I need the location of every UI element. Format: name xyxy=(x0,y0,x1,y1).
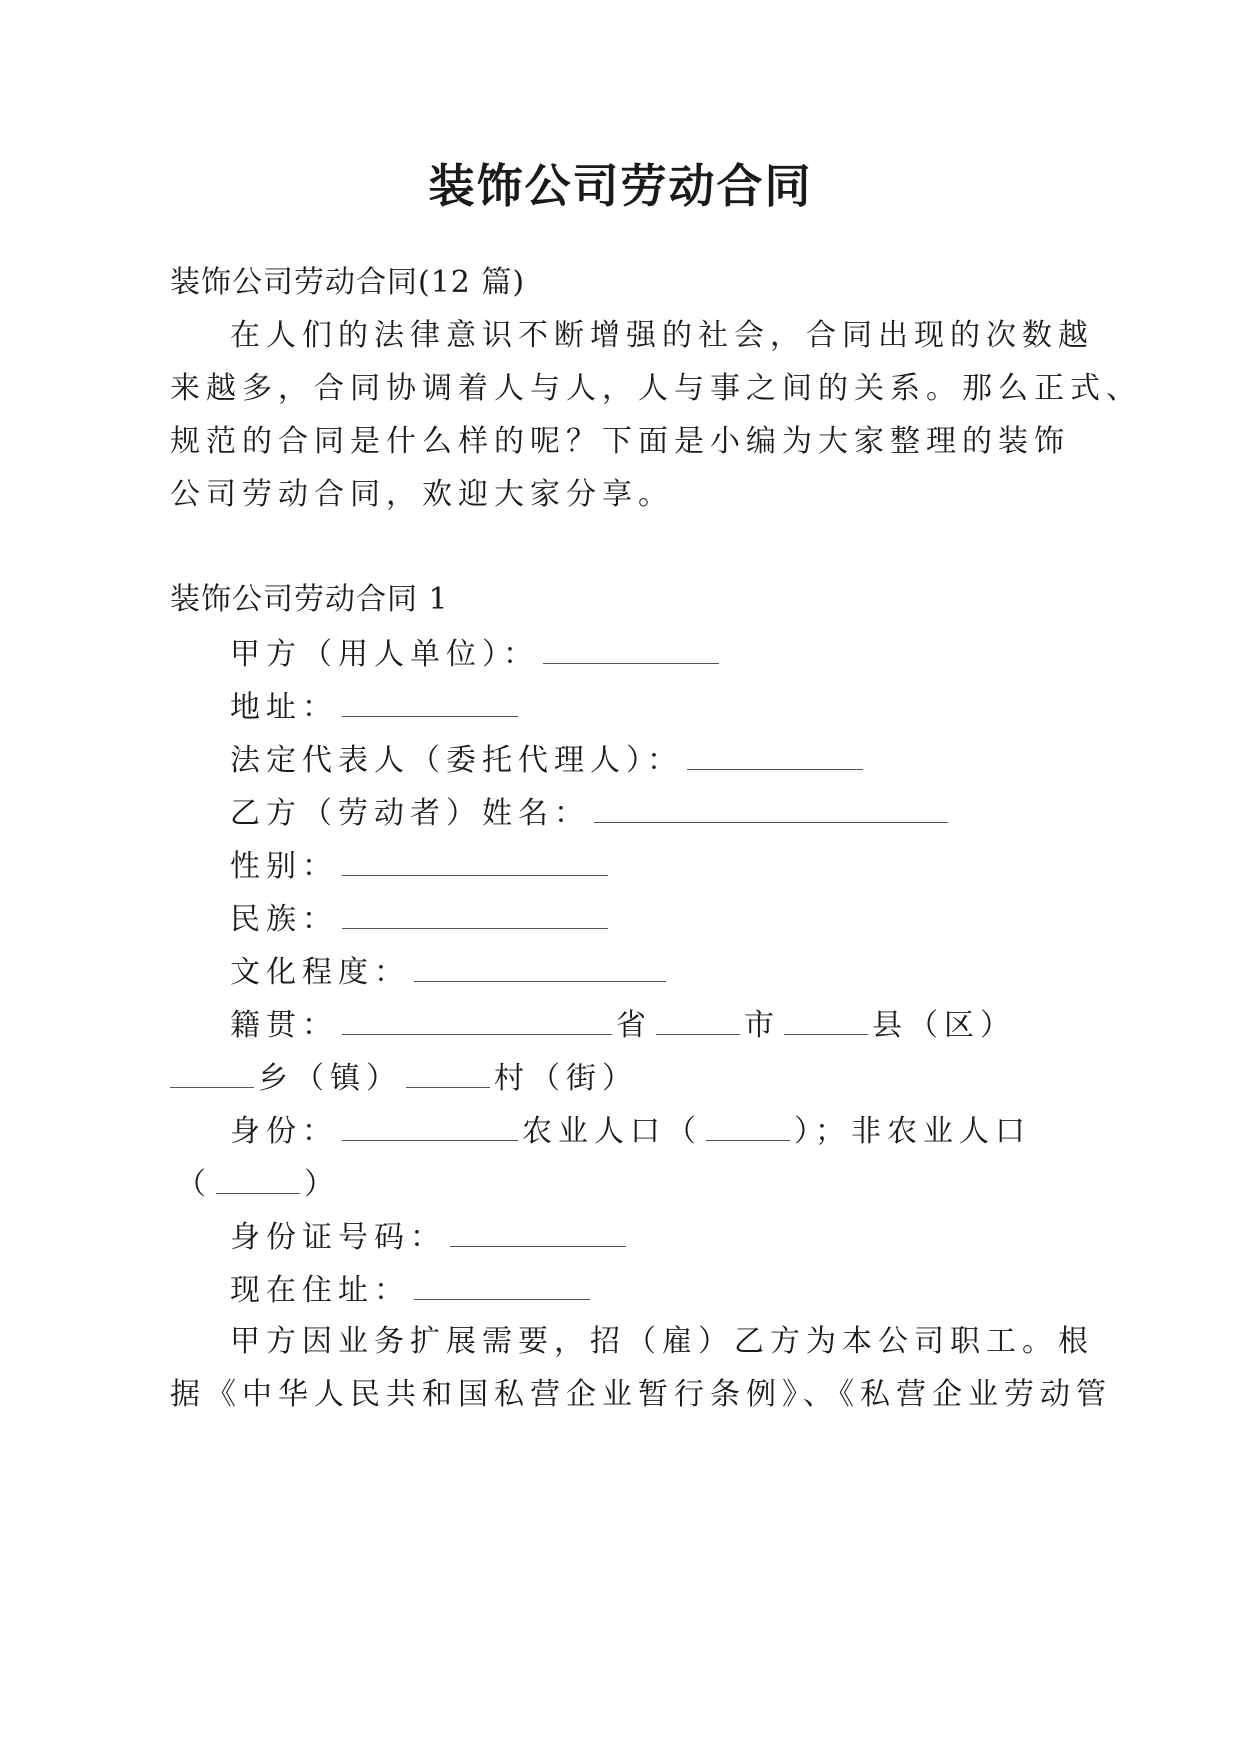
intro-line-3: 规范的合同是什么样的呢？下面是小编为大家整理的装饰 xyxy=(170,424,1070,459)
field-party-a-label: 甲方（用人单位）： xyxy=(230,637,539,672)
field-education-label: 文化程度： xyxy=(230,955,410,990)
party-b-blank[interactable] xyxy=(594,792,948,823)
field-address-label: 地址： xyxy=(230,690,338,725)
field-ethnicity xyxy=(230,898,612,940)
field-party-a xyxy=(230,633,723,675)
section-title: 装饰公司劳动合同 1 xyxy=(170,582,449,617)
identity-open-paren: （ xyxy=(176,1167,212,1202)
field-origin-label: 籍贯： xyxy=(230,1008,338,1043)
nonagri-blank[interactable] xyxy=(216,1163,300,1194)
agri-blank[interactable] xyxy=(706,1110,790,1141)
party-a-blank[interactable] xyxy=(543,633,719,664)
origin-village-label: 村（街） xyxy=(494,1061,638,1096)
document-subtitle: 装饰公司劳动合同(12 篇) xyxy=(170,265,526,300)
field-identity-cont xyxy=(176,1163,340,1205)
intro-line-2: 来越多，合同协调着人与人，人与事之间的关系。那么正式、 xyxy=(170,371,1142,406)
field-ethnicity-label: 民族： xyxy=(230,902,338,937)
identity-blank[interactable] xyxy=(342,1110,518,1141)
town-blank[interactable] xyxy=(170,1057,254,1088)
intro-line-4: 公司劳动合同，欢迎大家分享。 xyxy=(170,477,674,512)
field-party-b xyxy=(230,792,952,834)
gender-blank[interactable] xyxy=(342,845,608,876)
field-education xyxy=(230,951,670,993)
ethnicity-blank[interactable] xyxy=(342,898,608,929)
origin-province-label: 省 xyxy=(616,1008,652,1043)
current-address-blank[interactable] xyxy=(414,1269,590,1300)
field-address xyxy=(230,686,522,728)
document-title: 装饰公司劳动合同 xyxy=(428,159,813,213)
field-legal-rep xyxy=(230,739,867,781)
field-id-number-label: 身份证号码： xyxy=(230,1220,446,1255)
origin-county-label: 县（区） xyxy=(872,1008,1016,1043)
id-number-blank[interactable] xyxy=(450,1216,626,1247)
city-blank[interactable] xyxy=(784,1004,868,1035)
origin-town-label: 乡（镇） xyxy=(258,1061,402,1096)
field-origin-cont xyxy=(170,1057,638,1099)
field-current-address-label: 现在住址： xyxy=(230,1273,410,1308)
origin-city-label: 市 xyxy=(744,1008,780,1043)
intro-line-1: 在人们的法律意识不断增强的社会，合同出现的次数越 xyxy=(230,318,1094,353)
address-blank[interactable] xyxy=(342,686,518,717)
province-blank[interactable] xyxy=(656,1004,740,1035)
legal-rep-blank[interactable] xyxy=(687,739,863,770)
body-line-1: 甲方因业务扩展需要，招（雇）乙方为本公司职工。根 xyxy=(230,1324,1094,1359)
origin-blank[interactable] xyxy=(342,1004,612,1035)
field-identity xyxy=(230,1110,1031,1152)
field-party-b-label: 乙方（劳动者）姓名： xyxy=(230,796,590,831)
body-line-2: 据《中华人民共和国私营企业暂行条例》、《私营企业劳动管 xyxy=(170,1377,1112,1412)
field-legal-rep-label: 法定代表人（委托代理人）： xyxy=(230,743,683,778)
field-current-address xyxy=(230,1269,594,1311)
field-gender xyxy=(230,845,612,887)
identity-close-paren: ） xyxy=(304,1167,340,1202)
education-blank[interactable] xyxy=(414,951,666,982)
field-gender-label: 性别： xyxy=(230,849,338,884)
identity-nonagri-label: ）；非农业人口 xyxy=(794,1114,1031,1149)
village-blank[interactable] xyxy=(406,1057,490,1088)
field-identity-label: 身份： xyxy=(230,1114,338,1149)
field-origin xyxy=(230,1004,1016,1046)
identity-agri-label: 农业人口（ xyxy=(522,1114,702,1149)
field-id-number xyxy=(230,1216,630,1258)
